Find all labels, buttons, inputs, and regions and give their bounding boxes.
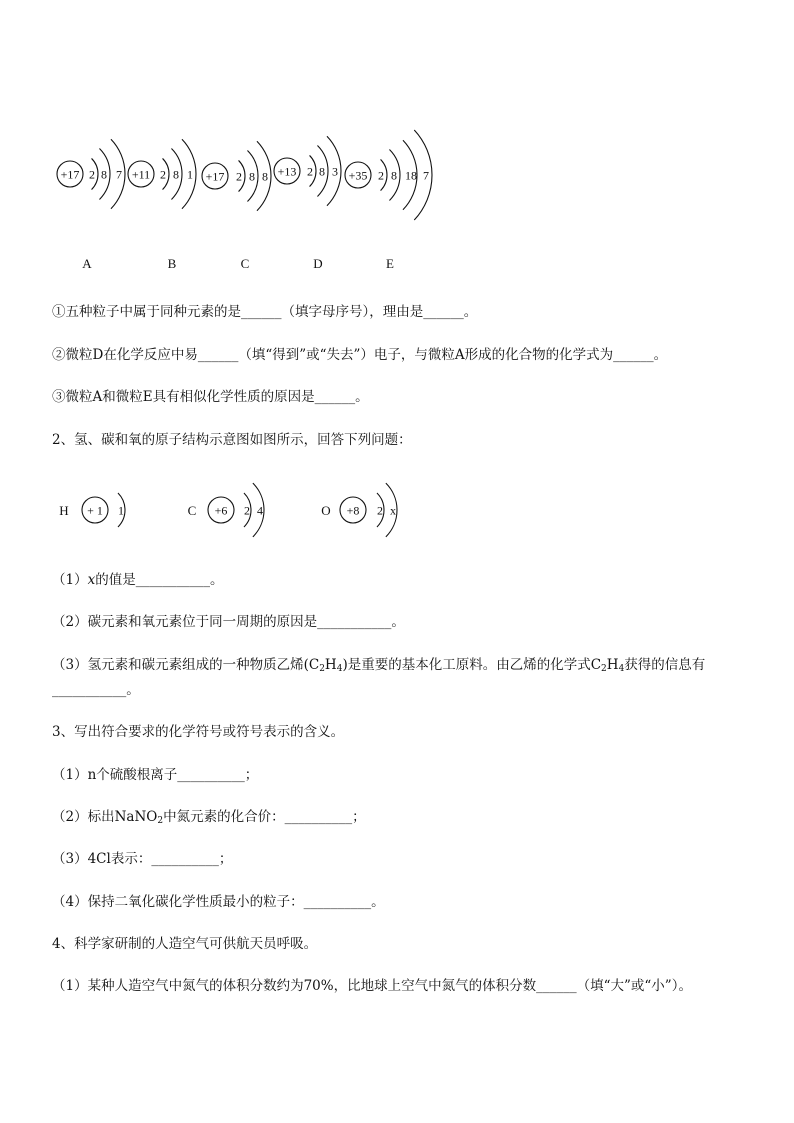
q3-sub4: （4）保持二氧化碳化学性质最小的粒子：__________。 [52, 894, 385, 910]
q2-sub3-a: （3）氢元素和碳元素组成的一种物质乙烯(C [52, 657, 320, 673]
particle-C [202, 141, 271, 271]
shell-electron-count: 8 [173, 167, 179, 182]
q2-sub3-c: H [324, 657, 337, 673]
q2-sub3-g: H [606, 657, 619, 673]
particle-label: A [82, 256, 92, 271]
nucleus-charge: +13 [277, 164, 297, 179]
shell-electron-count: 2 [236, 169, 242, 184]
element-symbol: C [187, 503, 197, 518]
shell-electron-count: 7 [116, 167, 122, 182]
particle-label: B [167, 256, 177, 271]
q2-sub1-var: x [87, 572, 96, 588]
q3-heading: 3、写出符合要求的化学符号或符号表示的含义。 [52, 724, 345, 740]
element-symbol: O [321, 503, 331, 518]
q2-sub3-d: 4 [336, 664, 343, 674]
q2-sub2: （2）碳元素和氧元素位于同一周期的原因是___________。 [52, 614, 405, 630]
nucleus-charge: +17 [60, 167, 80, 182]
nucleus-charge: +35 [348, 168, 368, 183]
shell-electron-count: 1 [187, 167, 193, 182]
shell-electron-count: 2 [378, 168, 384, 183]
particle-label: D [313, 256, 323, 271]
q2-sub1-rest: 的值是___________。 [95, 572, 224, 588]
q3-sub2-b: 2 [157, 816, 164, 826]
q2-sub3-e: )是重要的基本化工原料。由乙烯的化学式C [342, 657, 602, 673]
q2-sub3-line2: ___________。 [52, 682, 140, 698]
atom-C [188, 483, 264, 537]
shell-electron-count: 3 [332, 164, 338, 179]
shell-electron-count: 18 [405, 168, 417, 183]
q2-heading: 2、氢、碳和氧的原子结构示意图如图所示，回答下列问题： [52, 432, 412, 448]
shell-electron-count: 8 [262, 169, 268, 184]
shell-electron-count: 2 [244, 503, 250, 518]
q2-sub3-i: 获得的信息有 [624, 657, 706, 673]
hco-structure-diagrams [0, 470, 794, 550]
shell-electron-count: 4 [257, 503, 263, 518]
q2-sub3-h: 4 [618, 664, 625, 674]
q4-sub1: （1）某种人造空气中氮气的体积分数约为70%，比地球上空气中氮气的体积分数______（填“大”或“小”）。 [52, 978, 692, 994]
atom-O [321, 483, 397, 537]
particle-B [128, 139, 196, 271]
shell-electron-count: 2 [160, 167, 166, 182]
nucleus-charge: +11 [131, 167, 151, 182]
shell-electron-count: 8 [319, 164, 325, 179]
nucleus-charge: +6 [214, 503, 228, 518]
particle-label: C [240, 256, 250, 271]
q2-sub3 [52, 656, 705, 674]
q3-sub2-a: （2）标出NaNO [52, 809, 158, 825]
q1-line3: ③微粒A和微粒E具有相似化学性质的原因是______。 [52, 389, 369, 405]
element-symbol: H [59, 503, 69, 518]
q2-sub3-b: 2 [319, 664, 325, 674]
shell-electron-count: 2 [307, 164, 313, 179]
shell-electron-count: 8 [249, 169, 255, 184]
shell-electron-count: 1 [118, 503, 124, 518]
shell-electron-count: 2 [377, 503, 383, 518]
particle-D [274, 136, 341, 271]
q1-line1: ①五种粒子中属于同种元素的是______（填字母序号），理由是______。 [52, 304, 478, 320]
shell-electron-count: 8 [101, 167, 107, 182]
q3-sub2 [52, 808, 366, 826]
q2-sub3-f: 2 [601, 664, 607, 674]
particle-A [57, 139, 125, 271]
shell-electron-count: 8 [391, 168, 397, 183]
q3-sub1: （1）n个硫酸根离子__________； [52, 767, 259, 783]
particle-E [345, 130, 432, 271]
particle-structure-diagrams [0, 0, 794, 290]
nucleus-charge: +8 [346, 503, 360, 518]
particle-label: E [386, 256, 394, 271]
q3-sub3: （3）4Cl表示：__________； [52, 851, 233, 867]
shell-electron-count: x [390, 503, 396, 518]
shell-electron-count: 2 [89, 167, 95, 182]
nucleus-charge: +17 [205, 169, 225, 184]
q4-heading: 4、科学家研制的人造空气可供航天员呼吸。 [52, 936, 318, 952]
atom-H [59, 493, 125, 527]
q1-line2: ②微粒D在化学反应中易______（填“得到”或“失去”）电子，与微粒A形成的化合物的化学式为______。 [52, 347, 668, 363]
nucleus-charge: + 1 [87, 503, 103, 518]
q3-sub2-c: 中氮元素的化合价：__________； [163, 809, 366, 825]
q2-sub1-prefix: （1） [52, 572, 88, 588]
shell-electron-count: 7 [423, 168, 429, 183]
q2-sub1 [52, 571, 223, 589]
